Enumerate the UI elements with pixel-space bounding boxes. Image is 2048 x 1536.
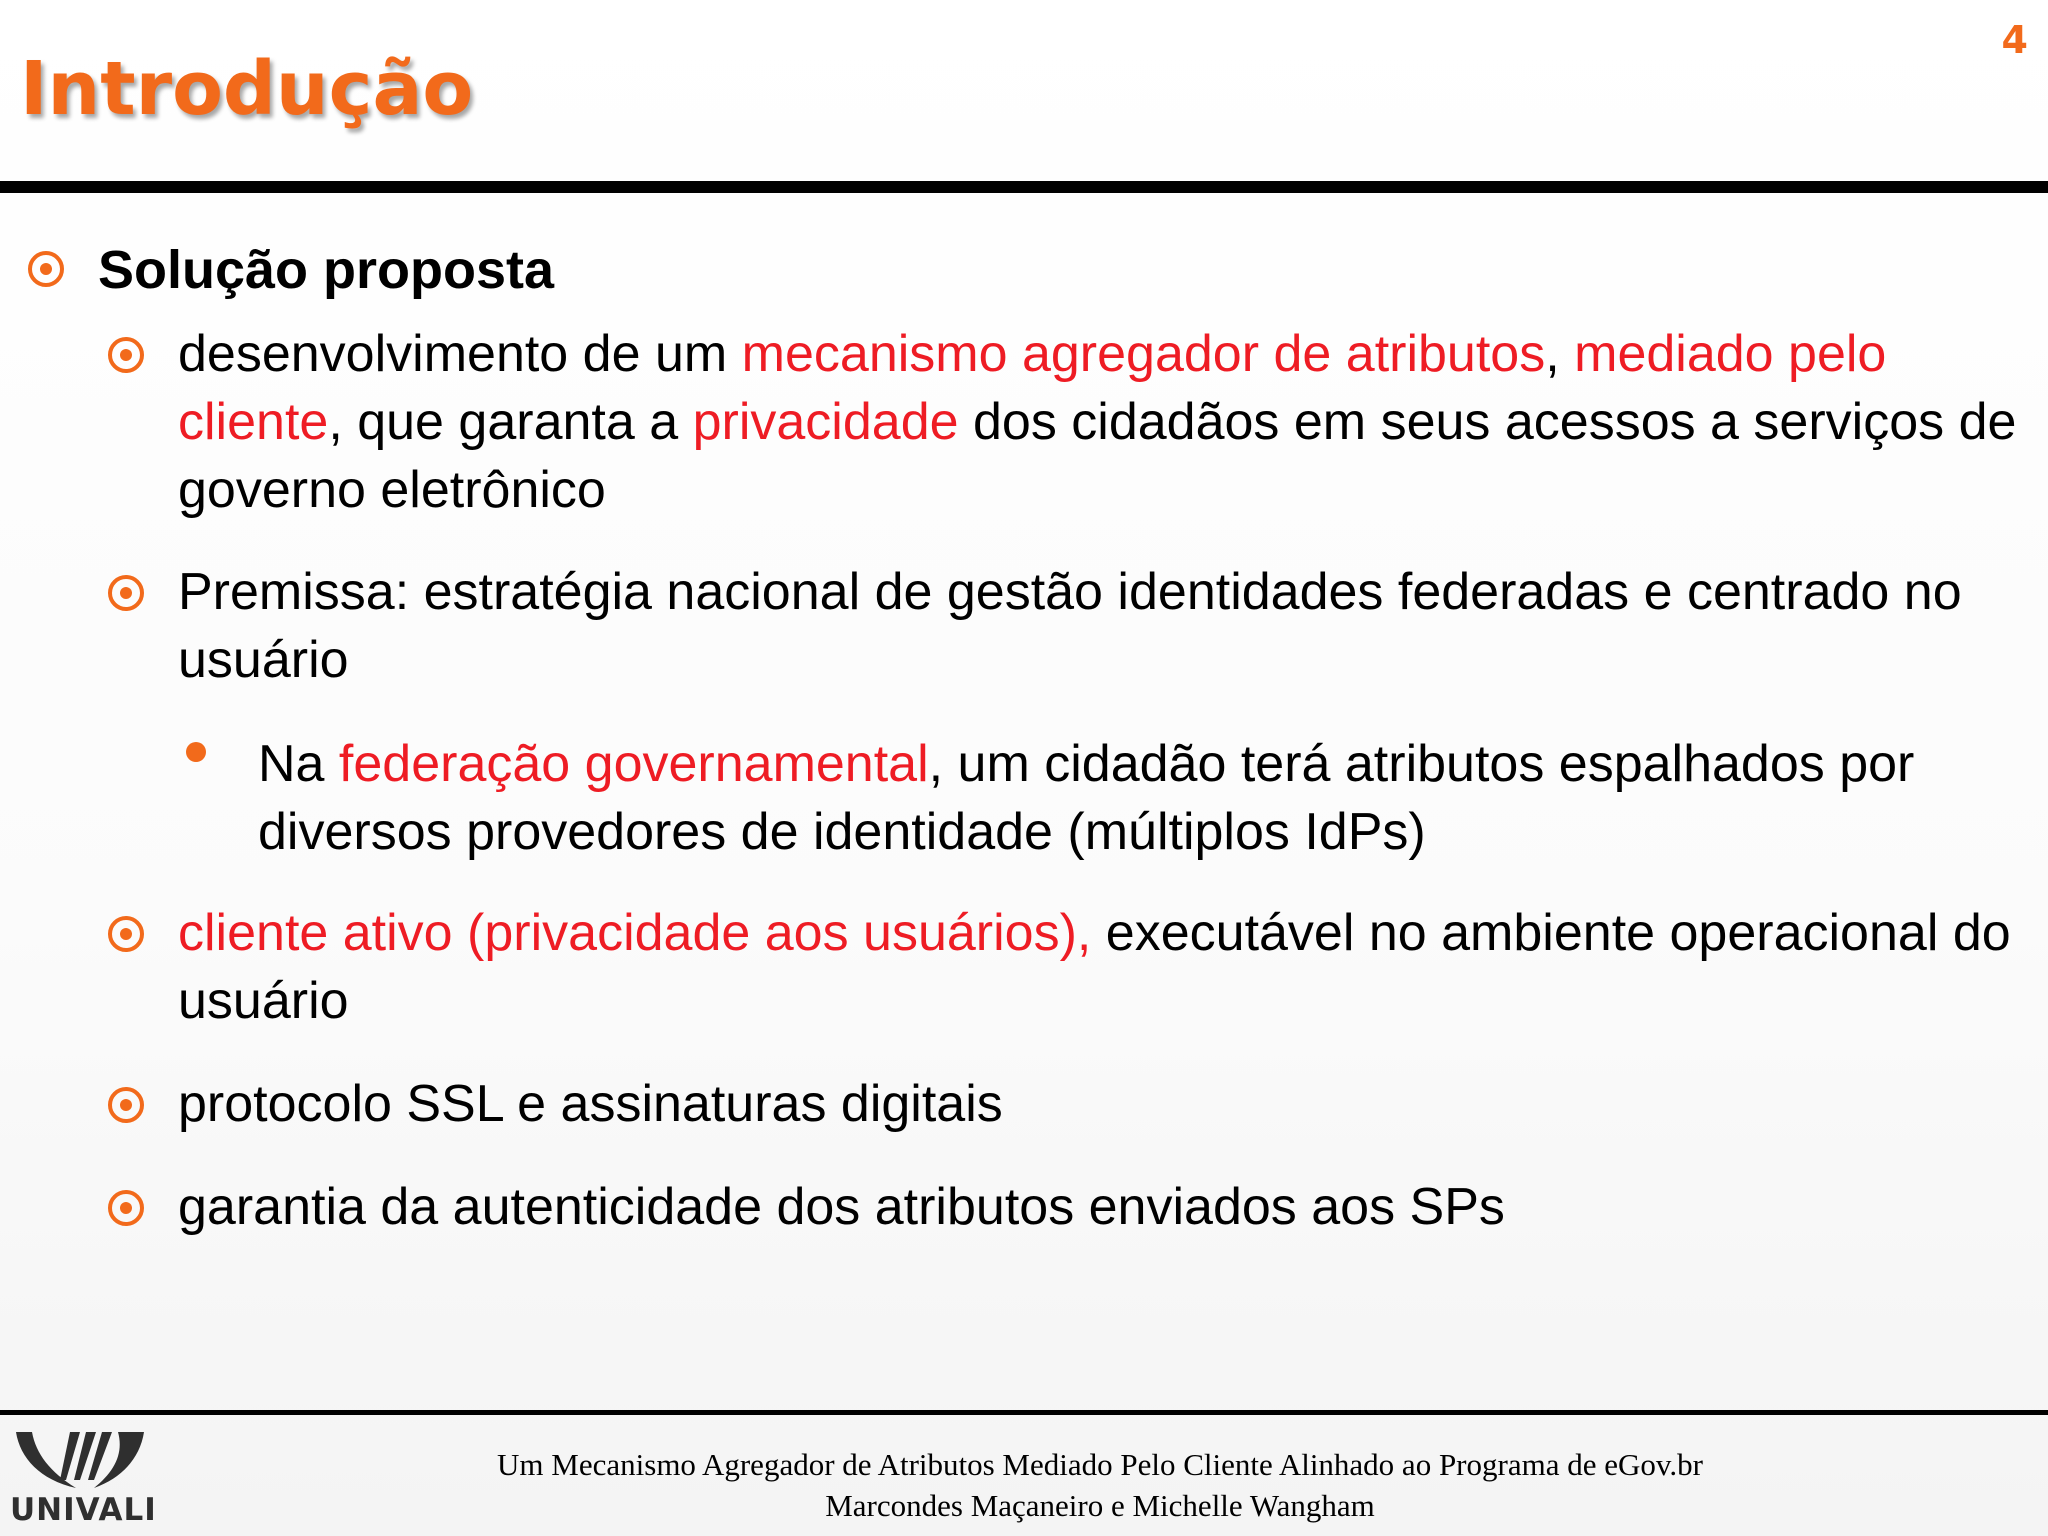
sub-bullet-item-federation [258,730,2028,866]
text-run: executável no ambiente operacional do usuário [178,904,2011,1030]
footer-caption [300,1444,1900,1526]
header-divider [0,181,2048,193]
text-run: , que garanta a [328,393,693,451]
bullet-item-ssl: protocolo SSL e assinaturas digitais [178,1075,1003,1133]
highlight-privacy: privacidade [692,393,959,451]
slide-title: Introdução [20,46,474,132]
dot-bullet-icon [186,742,206,762]
text-run: , um cidadão terá atributos espalhados por diversos provedores de identidade (múltiplos IdPs) [258,735,1915,861]
ring-bullet-icon [108,916,144,952]
text-run: desenvolvimento de um [178,325,742,383]
footer-divider [0,1410,2048,1415]
univali-logo [10,1428,160,1532]
ring-bullet-icon [108,575,144,611]
text-run: Na [258,735,339,793]
text-run: , [1545,325,1575,383]
ring-bullet-icon [28,251,64,287]
highlight-active-client: cliente ativo (privacidade aos usuários), [178,904,1092,962]
ring-bullet-icon [108,1087,144,1123]
highlight-mechanism: mecanismo agregador de atributos [741,325,1546,383]
bullet-item-active-client [178,899,2028,1035]
section-heading: Solução proposta [98,240,555,300]
footer-caption-title: Um Mecanismo Agregador de Atributos Mediado Pelo Cliente Alinhado ao Programa de eGov.br [497,1447,1703,1482]
bullet-item-authenticity: garantia da autenticidade dos atributos enviados aos SPs [178,1178,1505,1236]
univali-emblem-icon [10,1428,160,1492]
bullet-item-solution [178,320,2028,524]
ring-bullet-icon [108,1190,144,1226]
highlight-federation: federação governamental [338,735,929,793]
text-run: dos cidadãos em seus acessos a serviços de governo eletrônico [178,393,2017,519]
logo-wordmark: UNIVALI [10,1492,157,1528]
footer-caption-authors: Marcondes Maçaneiro e Michelle Wangham [825,1488,1375,1523]
highlight-mediated: mediado pelo cliente [178,325,1887,451]
ring-bullet-icon [108,337,144,373]
bullet-item-premise: Premissa: estratégia nacional de gestão identidades federadas e centrado no usuário [178,563,1962,689]
slide-number: 4 [2001,18,2028,62]
